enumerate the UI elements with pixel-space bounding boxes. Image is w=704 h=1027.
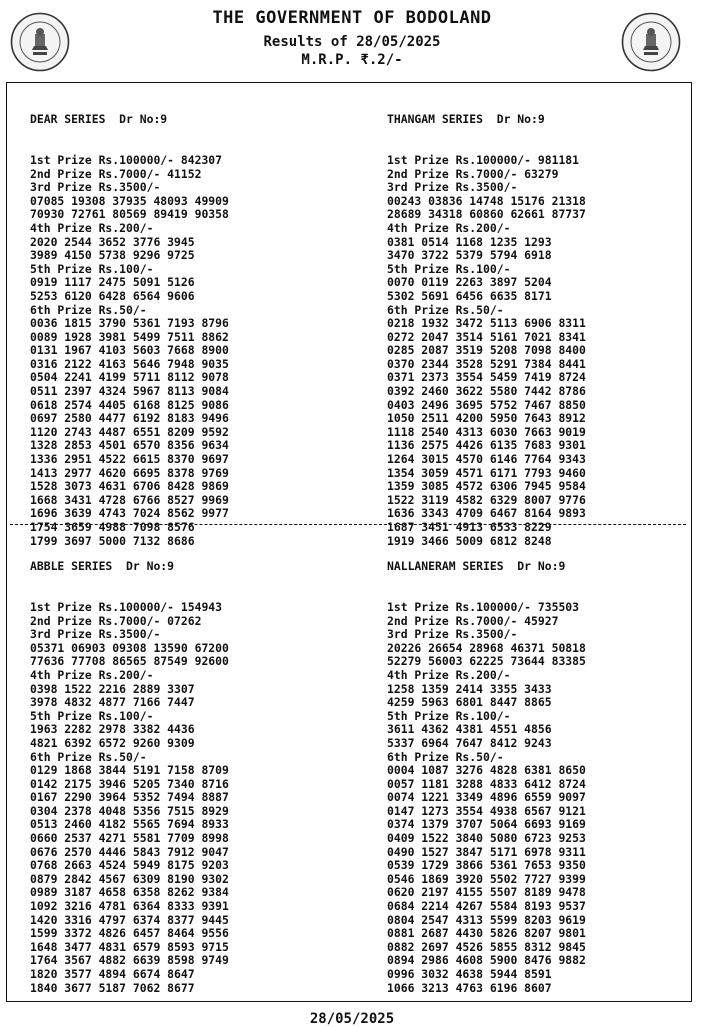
result-line: 00243 03836 14748 15176 21318 [387,193,586,208]
result-lines [387,152,586,548]
result-line: 1420 3316 4797 6374 8377 9445 [30,912,229,927]
nallaneram-series-results [387,533,586,995]
result-line: 1840 3677 5187 7062 8677 [30,980,195,995]
thangam-series-results [387,86,586,548]
result-line: 0620 2197 4155 5507 8189 9478 [387,885,586,900]
result-line: 1696 3639 4743 7024 8562 9977 [30,506,229,521]
result-line: 0316 2122 4163 5646 7948 9035 [30,356,229,371]
result-line: 3978 4832 4877 7166 7447 [30,695,195,710]
result-line: 0218 1932 3472 5113 6906 8311 [387,316,586,331]
result-line: 1st Prize Rs.100000/- 154943 [30,599,223,614]
result-line: 6th Prize Rs.50/- [30,749,147,764]
result-line: 4th Prize Rs.200/- [387,667,511,682]
result-line: 07085 19308 37935 48093 49909 [30,193,229,208]
result-line: 0684 2214 4267 5584 8193 9537 [387,899,586,914]
abble-series-results [30,533,229,995]
result-line: 1963 2282 2978 3382 4436 [30,722,195,737]
section-divider [10,524,686,525]
result-line: 1522 3119 4582 6329 8007 9776 [387,492,586,507]
result-line: 0057 1181 3288 4833 6412 8724 [387,776,586,791]
result-line: 0697 2580 4477 6192 8183 9496 [30,411,229,426]
result-lines [387,599,586,995]
result-line: 1919 3466 5009 6812 8248 [387,533,552,548]
result-line: 0409 1522 3840 5080 6723 9253 [387,831,586,846]
series-header: ABBLE SERIES Dr No:9 [30,559,175,574]
result-line: 3rd Prize Rs.3500/- [387,627,518,642]
result-line: 1354 3059 4571 6171 7793 9460 [387,465,586,480]
result-line: 3611 4362 4381 4551 4856 [387,722,552,737]
result-line: 1764 3567 4882 6639 8598 9749 [30,953,229,968]
result-line: 0142 2175 3946 5205 7340 8716 [30,776,229,791]
result-line: 05371 06903 09308 13590 67200 [30,640,229,655]
result-line: 2nd Prize Rs.7000/- 63279 [387,166,559,181]
result-line: 5302 5691 6456 6635 8171 [387,288,552,303]
result-line: 6th Prize Rs.50/- [387,749,504,764]
result-lines [30,599,229,995]
result-line: 0381 0514 1168 1235 1293 [387,234,552,249]
result-line: 3rd Prize Rs.3500/- [30,627,161,642]
result-line: 3989 4150 5738 9296 9725 [30,248,195,263]
result-line: 4821 6392 6572 9260 9309 [30,735,195,750]
page-title: THE GOVERNMENT OF BODOLAND [212,8,492,28]
result-line: 2nd Prize Rs.7000/- 45927 [387,613,559,628]
result-line: 5th Prize Rs.100/- [30,261,154,276]
result-line: 1754 3659 4988 7098 8576 [30,520,195,534]
result-line: 0070 0119 2263 3897 5204 [387,275,552,290]
result-line: 3rd Prize Rs.3500/- [387,180,518,195]
result-line: 0285 2087 3519 5208 7098 8400 [387,343,586,358]
result-line: 0167 2290 3964 5352 7494 8887 [30,790,229,805]
result-line: 1066 3213 4763 6196 8607 [387,980,552,995]
result-line: 0036 1815 3790 5361 7193 8796 [30,316,229,331]
result-line: 0511 2397 4324 5967 8113 9084 [30,384,229,399]
result-line: 1258 1359 2414 3355 3433 [387,681,552,696]
result-line: 0371 2373 3554 5459 7419 8724 [387,370,586,385]
result-line: 0398 1522 2216 2889 3307 [30,681,195,696]
result-line: 1599 3372 4826 6457 8464 9556 [30,926,229,941]
result-line: 5337 6964 7647 8412 9243 [387,735,552,750]
result-line: 0894 2986 4608 5900 8476 9882 [387,953,586,968]
result-line: 70930 72761 80569 89419 90358 [30,207,229,222]
result-line: 0618 2574 4405 6168 8125 9086 [30,397,229,412]
result-line: 1092 3216 4781 6364 8333 9391 [30,899,229,914]
result-line: 0882 2697 4526 5855 8312 9845 [387,939,586,954]
results-date: Results of 28/05/2025 [263,34,441,50]
result-line: 0403 2496 3695 5752 7467 8850 [387,397,586,412]
result-line: 1820 3577 4894 6674 8647 [30,967,195,981]
result-line: 1359 3085 4572 6306 7945 9584 [387,479,586,494]
result-line: 1264 3015 4570 6146 7764 9343 [387,452,586,467]
result-line: 4th Prize Rs.200/- [30,220,154,235]
footer-date: 28/05/2025 [309,1011,395,1027]
result-line: 0147 1273 3554 4938 6567 9121 [387,803,586,818]
result-line: 1636 3343 4709 6467 8164 9893 [387,506,586,521]
result-line: 5th Prize Rs.100/- [387,708,511,723]
result-line: 3rd Prize Rs.3500/- [30,180,161,195]
result-line: 0374 1379 3707 5064 6693 9169 [387,817,586,832]
result-line: 1120 2743 4487 6551 8209 9592 [30,424,229,439]
result-line: 1413 2977 4620 6695 8378 9769 [30,465,229,480]
bodoland-seal-icon [621,12,681,72]
result-line: 1050 2511 4200 5950 7643 8912 [387,411,586,426]
result-line: 1799 3697 5000 7132 8686 [30,533,195,548]
series-header: THANGAM SERIES Dr No:9 [387,112,545,127]
result-line: 1528 3073 4631 6706 8428 9869 [30,479,229,494]
result-line: 1687 3451 4913 6533 8229 [387,520,552,534]
result-line: 5th Prize Rs.100/- [30,708,154,723]
result-lines [30,152,229,548]
result-line: 1648 3477 4831 6579 8593 9715 [30,939,229,954]
series-header: NALLANERAM SERIES Dr No:9 [387,559,566,574]
result-line: 1668 3431 4728 6766 8527 9969 [30,492,229,507]
result-line: 0676 2570 4446 5843 7912 9047 [30,844,229,859]
result-line: 0272 2047 3514 5161 7021 8341 [387,329,586,344]
result-line: 0089 1928 3981 5499 7511 8862 [30,329,229,344]
result-line: 4th Prize Rs.200/- [387,220,511,235]
result-line: 0539 1729 3866 5361 7653 9350 [387,858,586,873]
result-line: 0879 2842 4567 6309 8190 9302 [30,871,229,886]
result-line: 1st Prize Rs.100000/- 735503 [387,599,580,614]
result-line: 1st Prize Rs.100000/- 981181 [387,152,580,167]
result-line: 0768 2663 4524 5949 8175 9203 [30,858,229,873]
result-line: 77636 77708 86565 87549 92600 [30,654,229,669]
result-line: 0131 1967 4103 5603 7668 8900 [30,343,229,358]
page-header [0,0,704,76]
result-line: 0513 2460 4182 5565 7694 8933 [30,817,229,832]
result-line: 28689 34318 60860 62661 87737 [387,207,586,222]
result-line: 3470 3722 5379 5794 6918 [387,248,552,263]
result-line: 0370 2344 3528 5291 7384 8441 [387,356,586,371]
result-line: 2nd Prize Rs.7000/- 07262 [30,613,202,628]
result-line: 0504 2241 4199 5711 8112 9078 [30,370,229,385]
result-line: 4th Prize Rs.200/- [30,667,154,682]
result-line: 1336 2951 4522 6615 8370 9697 [30,452,229,467]
result-line: 1st Prize Rs.100000/- 842307 [30,152,223,167]
result-line: 2020 2544 3652 3776 3945 [30,234,195,249]
result-line: 0996 3032 4638 5944 8591 [387,967,552,981]
result-line: 0660 2537 4271 5581 7709 8998 [30,831,229,846]
result-line: 0004 1087 3276 4828 6381 8650 [387,763,586,778]
result-line: 0881 2687 4430 5826 8207 9801 [387,926,586,941]
result-line: 0804 2547 4313 5599 8203 9619 [387,912,586,927]
result-line: 1118 2540 4313 6030 7663 9019 [387,424,586,439]
dear-series-results [30,86,229,548]
result-line: 0304 2378 4048 5356 7515 8929 [30,803,229,818]
result-line: 0989 3187 4658 6358 8262 9384 [30,885,229,900]
series-header: DEAR SERIES Dr No:9 [30,112,168,127]
mrp-price: M.R.P. ₹.2/- [301,52,403,68]
result-line: 0392 2460 3622 5580 7442 8786 [387,384,586,399]
result-line: 6th Prize Rs.50/- [387,302,504,317]
result-line: 4259 5963 6801 8447 8865 [387,695,552,710]
result-line: 6th Prize Rs.50/- [30,302,147,317]
result-line: 5th Prize Rs.100/- [387,261,511,276]
result-line: 0074 1221 3349 4896 6559 9097 [387,790,586,805]
result-line: 0919 1117 2475 5091 5126 [30,275,195,290]
result-line: 0490 1527 3847 5171 6978 9311 [387,844,586,859]
result-line: 5253 6120 6428 6564 9606 [30,288,195,303]
result-line: 52279 56003 62225 73644 83385 [387,654,586,669]
result-line: 1328 2853 4501 6570 8356 9634 [30,438,229,453]
result-line: 1136 2575 4426 6135 7683 9301 [387,438,586,453]
result-line: 0546 1869 3920 5502 7727 9399 [387,871,586,886]
result-line: 20226 26654 28968 46371 50818 [387,640,586,655]
result-line: 2nd Prize Rs.7000/- 41152 [30,166,202,181]
result-line: 0129 1868 3844 5191 7158 8709 [30,763,229,778]
